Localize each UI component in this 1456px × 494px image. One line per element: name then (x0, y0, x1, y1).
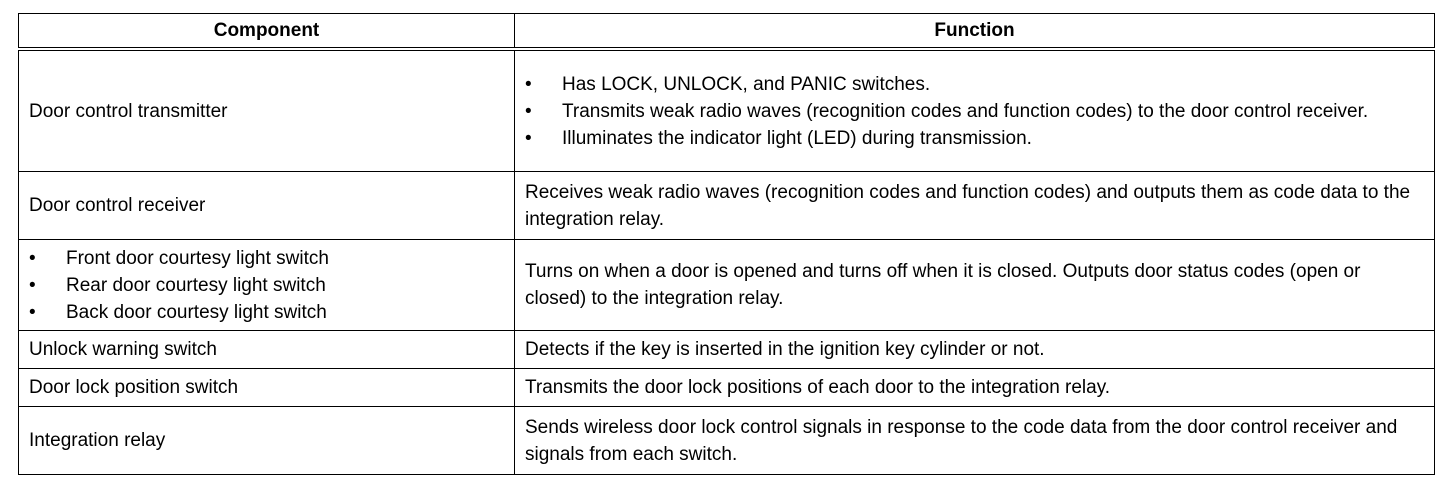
component-cell: Integration relay (19, 407, 515, 475)
list-item (29, 299, 504, 326)
function-cell: Turns on when a door is opened and turns off when it is closed. Outputs door status codes (open or closed) to the integration relay. (515, 240, 1435, 331)
function-cell: Transmits the door lock positions of each door to the integration relay. (515, 369, 1435, 407)
component-cell: Door control transmitter (19, 49, 515, 172)
bullet-icon: • (29, 274, 36, 296)
function-cell (515, 49, 1435, 172)
component-bullet-list (29, 245, 504, 326)
bullet-icon: • (525, 100, 532, 122)
list-item-text: Has LOCK, UNLOCK, and PANIC switches. (562, 73, 931, 95)
list-item (29, 245, 504, 272)
list-item-text: Illuminates the indicator light (LED) during transmission. (562, 127, 1032, 149)
bullet-icon: • (29, 301, 36, 323)
bullet-icon: • (525, 127, 532, 149)
list-item-text: Back door courtesy light switch (66, 301, 327, 323)
table-row (19, 331, 1435, 369)
bullet-icon: • (525, 73, 532, 95)
table-row (19, 240, 1435, 331)
component-cell: Unlock warning switch (19, 331, 515, 369)
list-item (29, 272, 504, 299)
list-item (525, 98, 1424, 125)
header-component: Component (19, 14, 515, 50)
list-item-text: Transmits weak radio waves (recognition codes and function codes) to the door control receiver. (562, 100, 1369, 122)
header-row (19, 14, 1435, 50)
component-cell (19, 240, 515, 331)
function-cell: Detects if the key is inserted in the ignition key cylinder or not. (515, 331, 1435, 369)
table-row (19, 172, 1435, 240)
table-row (19, 407, 1435, 475)
function-bullet-list (525, 71, 1424, 152)
header-function: Function (515, 14, 1435, 50)
component-cell: Door lock position switch (19, 369, 515, 407)
function-cell: Receives weak radio waves (recognition codes and function codes) and outputs them as code data to the integration relay. (515, 172, 1435, 240)
list-item-text: Rear door courtesy light switch (66, 274, 326, 296)
list-item (525, 71, 1424, 98)
component-function-table (18, 13, 1435, 475)
list-item-text: Front door courtesy light switch (66, 247, 329, 269)
function-cell: Sends wireless door lock control signals in response to the code data from the door control receiver and signals from each switch. (515, 407, 1435, 475)
table-row (19, 49, 1435, 172)
bullet-icon: • (29, 247, 36, 269)
component-cell: Door control receiver (19, 172, 515, 240)
table-row (19, 369, 1435, 407)
list-item (525, 125, 1424, 152)
